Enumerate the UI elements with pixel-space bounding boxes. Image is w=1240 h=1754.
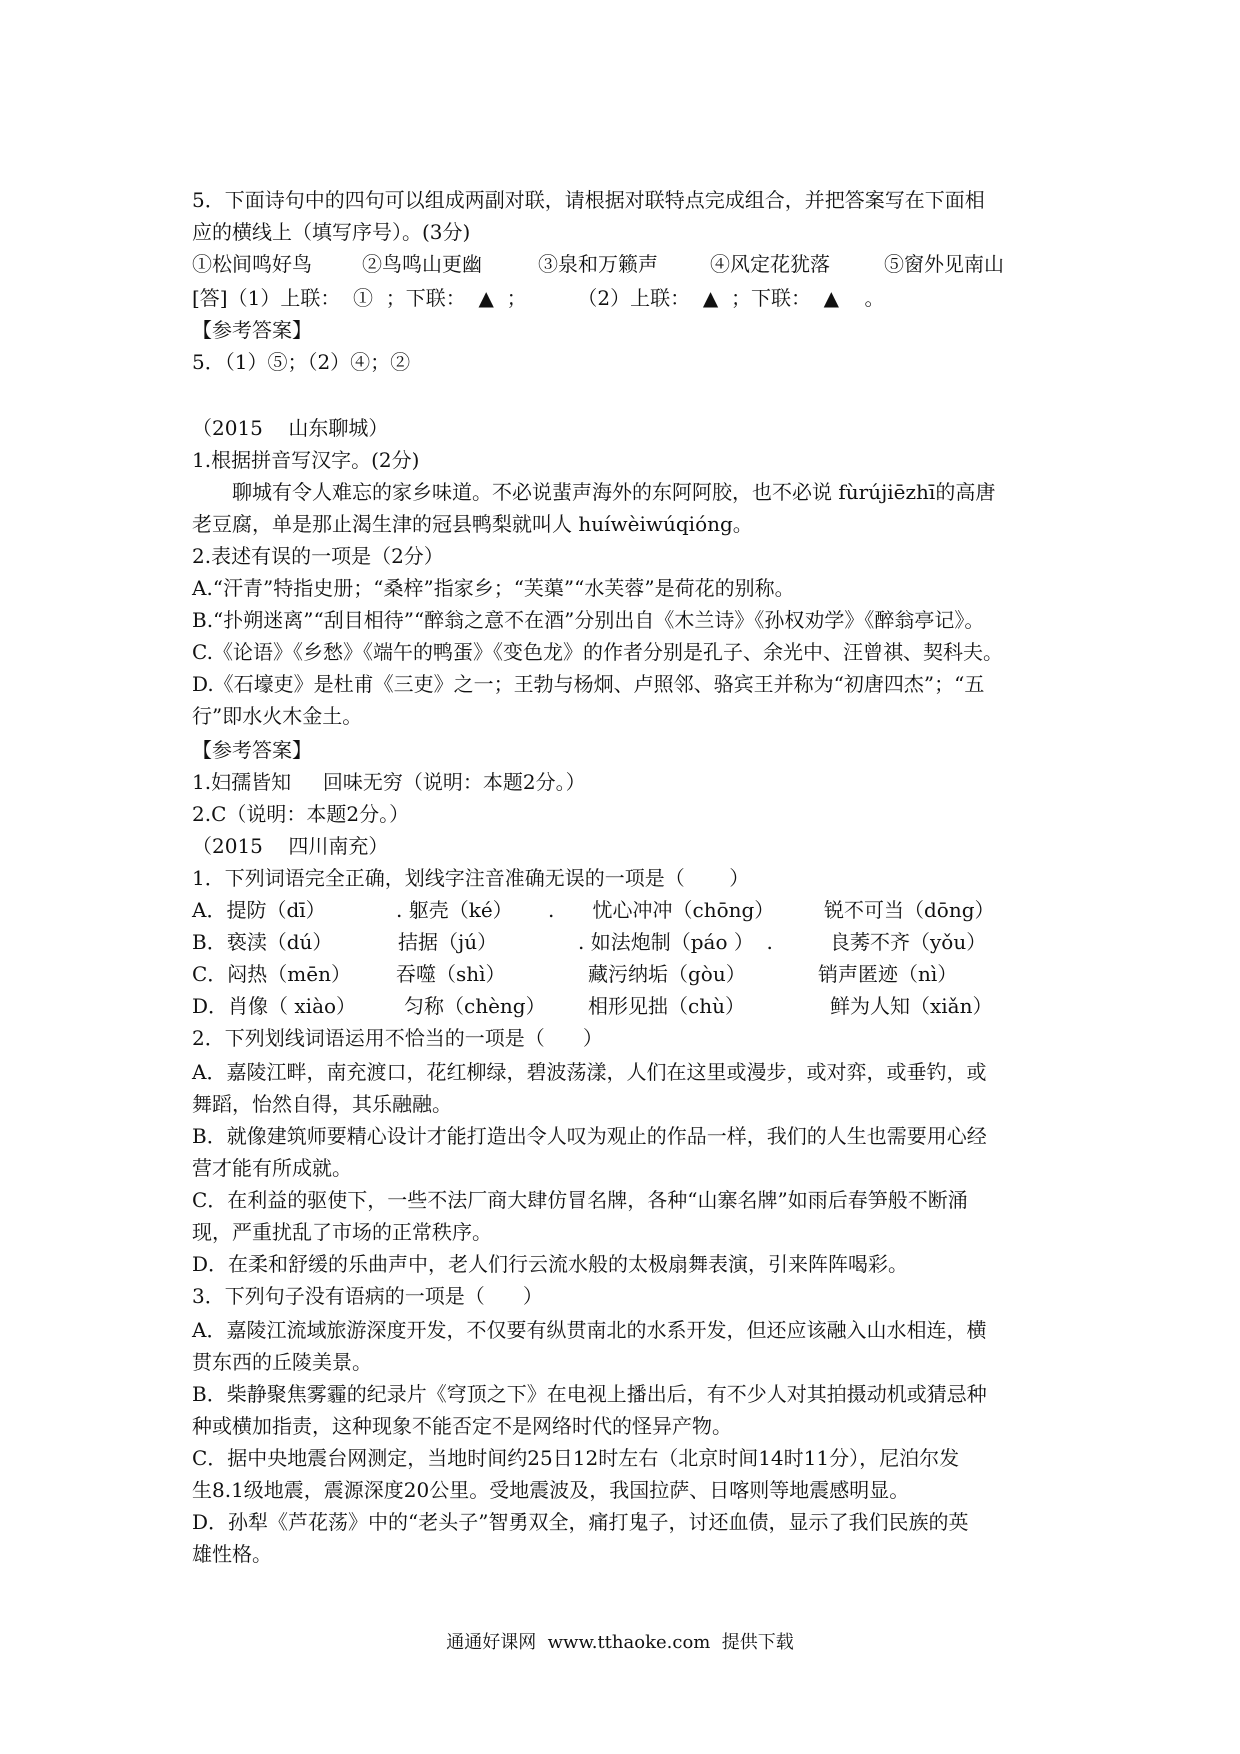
nanchong-q2-option-b-2: 营才能有所成就。 xyxy=(192,1156,352,1180)
nanchong-q1-row-c-item-2: 吞噬（shì） xyxy=(396,962,506,986)
nanchong-q1-row-b-item-3: . 如法炮制（páo ） . xyxy=(578,930,773,954)
nanchong-q3-option-c-1: C．据中央地震台网测定，当地时间约25日12时左右（北京时间14时11分），尼泊尔发 xyxy=(192,1446,960,1470)
liaocheng-q2-option-b: B.“扑朔迷离”“刮目相待”“醉翁之意不在酒”分别出自《木兰诗》《孙权劝学》《醉翁亭记》。 xyxy=(192,608,985,632)
page-footer: 通通好课网 www.tthaoke.com 提供下载 xyxy=(446,1632,794,1653)
nanchong-q1-row-b-item-1: B．亵渎（dú） xyxy=(192,930,333,954)
liaocheng-q1-para-2: 老豆腐，单是那止渴生津的冠县鸭梨就叫人 huíwèiwúqióng。 xyxy=(192,512,753,536)
liaocheng-q2-option-c: C.《论语》《乡愁》《端午的鸭蛋》《变色龙》的作者分别是孔子、余光中、汪曾祺、契科夫。 xyxy=(192,640,1003,664)
liaocheng-q2-title: 2.表述有误的一项是（2分） xyxy=(192,544,444,568)
q5-line-1: 5．下面诗句中的四句可以组成两副对联，请根据对联特点完成组合，并把答案写在下面相 xyxy=(192,188,985,212)
liaocheng-q1-title: 1.根据拼音写汉字。(2分) xyxy=(192,448,420,472)
nanchong-q3-option-d-1: D．孙犁《芦花荡》中的“老头子”智勇双全，痛打鬼子，讨还血债，显示了我们民族的英 xyxy=(192,1510,969,1534)
q5-option-3: ③泉和万籁声 xyxy=(538,252,658,276)
liaocheng-q2-option-d-2: 行”即水火木金土。 xyxy=(192,704,363,728)
nanchong-q1-row-c-item-1: C．闷热（mēn） xyxy=(192,962,351,986)
liaocheng-q2-option-a: A.“汗青”特指史册；“桑梓”指家乡；“芙蕖”“水芙蓉”是荷花的别称。 xyxy=(192,576,795,600)
nanchong-q1-title: 1．下列词语完全正确，划线字注音准确无误的一项是（ ） xyxy=(192,866,750,890)
nanchong-q2-option-a-2: 舞蹈，怡然自得，其乐融融。 xyxy=(192,1092,452,1116)
nanchong-q1-row-d-item-3: 相形见拙（chù） xyxy=(588,994,745,1018)
nanchong-q2-option-c-1: C．在利益的驱使下，一些不法厂商大肆仿冒名牌，各种“山寨名牌”如雨后春笋般不断涌 xyxy=(192,1188,968,1212)
nanchong-q1-row-b-item-4: 良莠不齐（yǒu） xyxy=(830,930,987,954)
nanchong-q3-option-b-2: 种或横加指责，这种现象不能否定不是网络时代的怪异产物。 xyxy=(192,1414,732,1438)
liaocheng-ref-title: 【参考答案】 xyxy=(192,738,312,762)
nanchong-q3-option-d-2: 雄性格。 xyxy=(192,1542,272,1566)
nanchong-q3-option-c-2: 生8.1级地震，震源深度20公里。受地震波及，我国拉萨、日喀则等地震感明显。 xyxy=(192,1478,910,1502)
nanchong-q3-option-a-2: 贯东西的丘陵美景。 xyxy=(192,1350,372,1374)
nanchong-q2-option-c-2: 现，严重扰乱了市场的正常秩序。 xyxy=(192,1220,492,1244)
nanchong-q1-row-a-item-3: . 忧心冲冲（chōng） xyxy=(548,898,775,922)
nanchong-q1-row-c-item-3: 藏污纳垢（gòu） xyxy=(588,962,746,986)
liaocheng-ref-answer-1: 1.妇孺皆知 回味无穷（说明：本题2分。） xyxy=(192,770,586,794)
nanchong-q1-row-d-item-1: D．肖像（ xiào） xyxy=(192,994,357,1018)
nanchong-q1-row-a-item-2: . 躯壳（ké） xyxy=(396,898,513,922)
nanchong-q1-row-b-item-2: 拮据（jú） xyxy=(398,930,498,954)
nanchong-q2-option-b-1: B．就像建筑师要精心设计才能打造出令人叹为观止的作品一样，我们的人生也需要用心经 xyxy=(192,1124,987,1148)
liaocheng-q2-option-d-1: D.《石壕吏》是杜甫《三吏》之一；王勃与杨炯、卢照邻、骆宾王并称为“初唐四杰”；“五 xyxy=(192,672,985,696)
nanchong-q2-title: 2．下列划线词语运用不恰当的一项是（ ） xyxy=(192,1026,603,1050)
liaocheng-header: （2015 山东聊城） xyxy=(192,416,389,440)
nanchong-header: （2015 四川南充） xyxy=(192,834,389,858)
q5-line-2: 应的横线上（填写序号）。(3分) xyxy=(192,220,471,244)
q5-option-2: ②鸟鸣山更幽 xyxy=(362,252,482,276)
nanchong-q1-row-c-item-4: 销声匿迹（nì） xyxy=(818,962,958,986)
nanchong-q3-option-b-1: B．柴静聚焦雾霾的纪录片《穹顶之下》在电视上播出后，有不少人对其拍摄动机或猜忌种 xyxy=(192,1382,987,1406)
q5-answer-blank: [答]（1）上联： ① ；下联： ▲ ； （2）上联： ▲ ；下联： ▲ 。 xyxy=(192,286,885,310)
liaocheng-q1-para-1: 聊城有令人难忘的家乡味道。不必说蜚声海外的东阿阿胶，也不必说 fùrújiēzhī的高唐 xyxy=(232,480,996,504)
liaocheng-ref-answer-2: 2.C（说明：本题2分。） xyxy=(192,802,410,826)
nanchong-q3-option-a-1: A．嘉陵江流域旅游深度开发，不仅要有纵贯南北的水系开发，但还应该融入山水相连，横 xyxy=(192,1318,987,1342)
q5-ref-title: 【参考答案】 xyxy=(192,318,312,342)
nanchong-q1-row-d-item-4: 鲜为人知（xiǎn） xyxy=(830,994,993,1018)
q5-option-4: ④风定花犹落 xyxy=(710,252,830,276)
nanchong-q3-title: 3．下列句子没有语病的一项是（ ） xyxy=(192,1284,543,1308)
nanchong-q2-option-a-1: A．嘉陵江畔，南充渡口，花红柳绿，碧波荡漾，人们在这里或漫步，或对弈，或垂钓，或 xyxy=(192,1060,987,1084)
q5-option-1: ①松间鸣好鸟 xyxy=(192,252,312,276)
nanchong-q1-row-a-item-4: 锐不可当（dōng） xyxy=(824,898,995,922)
nanchong-q2-option-d: D．在柔和舒缓的乐曲声中，老人们行云流水般的太极扇舞表演，引来阵阵喝彩。 xyxy=(192,1252,909,1276)
q5-ref-answer: 5．（1）⑤；（2）④；② xyxy=(192,350,411,374)
q5-option-5: ⑤窗外见南山 xyxy=(884,252,1004,276)
nanchong-q1-row-a-item-1: A．提防（dī） xyxy=(192,898,326,922)
nanchong-q1-row-d-item-2: 匀称（chèng） xyxy=(404,994,546,1018)
